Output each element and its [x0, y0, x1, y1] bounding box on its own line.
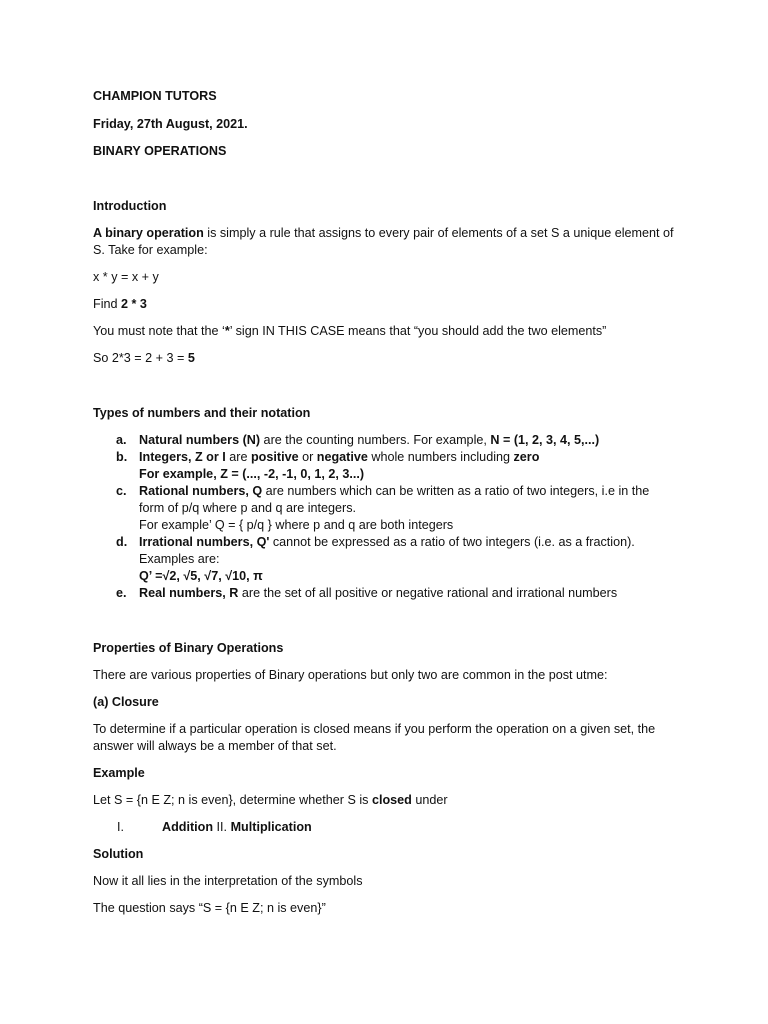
heading-types-of-numbers: Types of numbers and their notation [93, 406, 311, 420]
subheading-example: Example [93, 766, 145, 780]
list-item-real-numbers: e. Real numbers, R are the set of all positive or negative rational and irrational numbers [116, 586, 618, 600]
list-item-irrational-numbers: d. Irrational numbers, Q' cannot be expressed as a ratio of two integers (i.e. as a fraction). Examples are: Q’ =√2, √5, √7, √10, π [116, 535, 635, 583]
number-types-list [93, 432, 683, 602]
document-title: BINARY OPERATIONS [93, 144, 227, 158]
subheading-solution: Solution [93, 847, 144, 861]
heading-introduction: Introduction [93, 199, 167, 213]
org-name: CHAMPION TUTORS [93, 89, 217, 103]
intro-formula: x * y = x + y [93, 270, 159, 284]
document-date: Friday, 27th August, 2021. [93, 117, 248, 131]
intro-result: So 2*3 = 2 + 3 = 5 [93, 351, 195, 365]
list-item-integers: b. Integers, Z or I are positive or negative whole numbers including zero For example, Z = (..., -2, -1, 0, 1, 2, 3...) [116, 450, 540, 481]
intro-definition: A binary operation is simply a rule that assigns to every pair of elements of a set S a unique element of S. Take for example: [93, 226, 674, 257]
document-body [93, 88, 683, 917]
intro-note: You must note that the ‘*’ sign IN THIS CASE means that “you should add the two elements” [93, 324, 607, 338]
list-item-rational-numbers: c. Rational numbers, Q are numbers which can be written as a ratio of two integers, i.e in the form of p/q where p and q are integers. For example’ Q = { p/q } where p and q are both integers [116, 484, 650, 532]
intro-find: Find 2 * 3 [93, 297, 147, 311]
example-parts: I. Addition II. Multiplication [117, 820, 312, 834]
example-statement: Let S = {n E Z; n is even}, determine whether S is closed under [93, 793, 448, 807]
subheading-closure: (a) Closure [93, 695, 159, 709]
list-item-natural-numbers: a. Natural numbers (N) are the counting numbers. For example, N = (1, 2, 3, 4, 5,...) [116, 433, 600, 447]
properties-intro: There are various properties of Binary operations but only two are common in the post utme: [93, 668, 608, 682]
closure-definition: To determine if a particular operation is closed means if you perform the operation on a given set, the answer will always be a member of that set. [93, 722, 656, 753]
heading-properties: Properties of Binary Operations [93, 641, 284, 655]
solution-line-1: Now it all lies in the interpretation of the symbols [93, 874, 363, 888]
solution-line-2: The question says “S = {n E Z; n is even}” [93, 901, 326, 915]
